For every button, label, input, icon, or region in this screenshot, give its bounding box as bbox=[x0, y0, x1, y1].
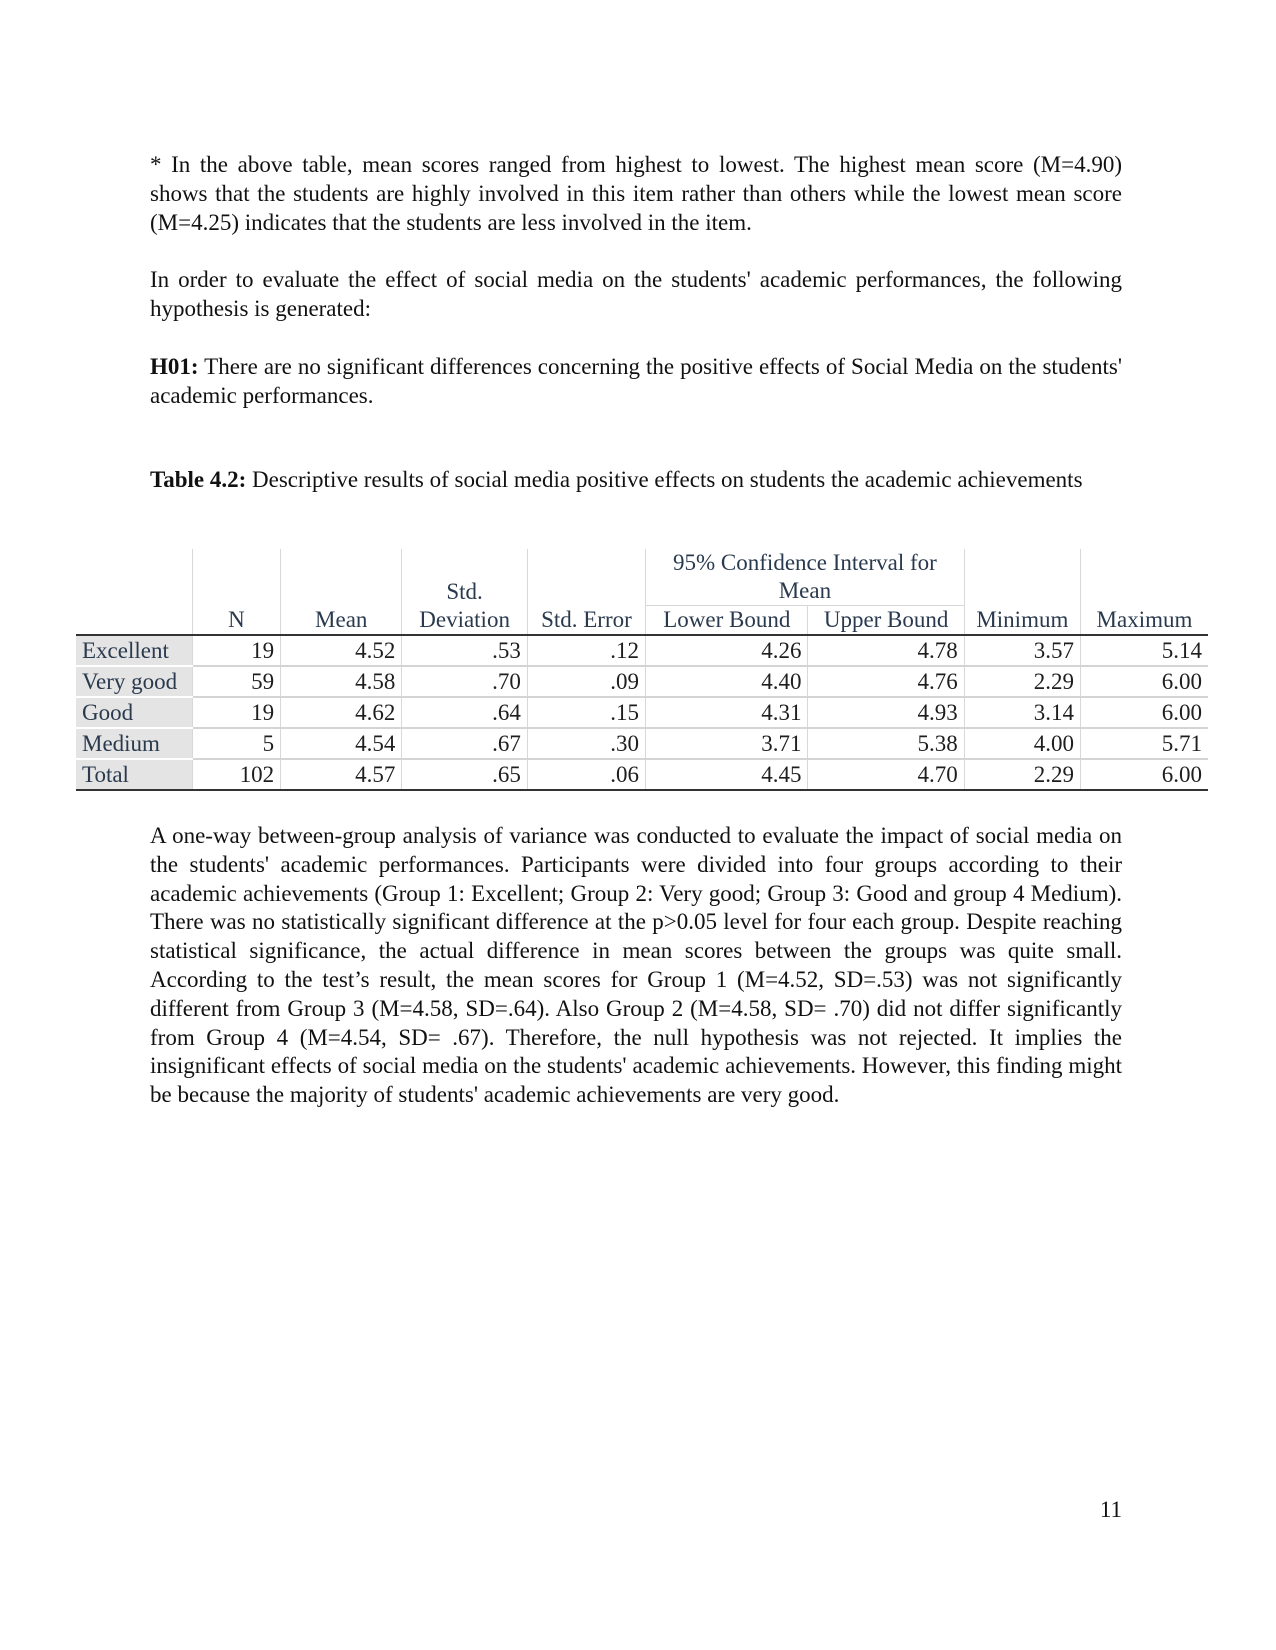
cell-sd: .67 bbox=[402, 728, 527, 759]
row-label: Medium bbox=[76, 728, 192, 759]
header-n-top bbox=[192, 549, 280, 606]
cell-se: .09 bbox=[527, 666, 645, 697]
cell-se: .15 bbox=[527, 697, 645, 728]
cell-sd: .53 bbox=[402, 635, 527, 666]
cell-lower: 4.45 bbox=[646, 759, 808, 790]
page-number: 11 bbox=[1099, 1497, 1122, 1522]
header-upper-bound: Upper Bound bbox=[808, 606, 964, 636]
hypothesis-label: H01: bbox=[150, 354, 199, 379]
header-minimum-top bbox=[964, 549, 1080, 606]
table-row bbox=[76, 697, 1208, 728]
table-row bbox=[76, 759, 1208, 790]
cell-se: .06 bbox=[527, 759, 645, 790]
table-caption-label: Table 4.2: bbox=[150, 467, 247, 492]
cell-sd: .70 bbox=[402, 666, 527, 697]
cell-mean: 4.57 bbox=[281, 759, 402, 790]
table-header-row bbox=[76, 606, 1208, 636]
cell-min: 3.57 bbox=[964, 635, 1080, 666]
cell-max: 5.14 bbox=[1080, 635, 1208, 666]
cell-upper: 4.93 bbox=[808, 697, 964, 728]
cell-lower: 4.40 bbox=[646, 666, 808, 697]
paragraph-hypothesis bbox=[150, 352, 1122, 410]
hypothesis-text: There are no significant differences concerning the positive effects of Social Media on the students' academic performances. bbox=[150, 354, 1122, 408]
header-std-error: Std. Error bbox=[527, 606, 645, 636]
cell-se: .30 bbox=[527, 728, 645, 759]
header-maximum: Maximum bbox=[1080, 606, 1208, 636]
row-label: Total bbox=[76, 759, 192, 790]
cell-lower: 3.71 bbox=[646, 728, 808, 759]
header-mean: Mean bbox=[281, 606, 402, 636]
header-std-deviation-line1: Std. bbox=[402, 549, 527, 606]
cell-upper: 4.78 bbox=[808, 635, 964, 666]
cell-lower: 4.26 bbox=[646, 635, 808, 666]
paragraph-mean-scores: * In the above table, mean scores ranged from highest to lowest. The highest mean score (M=4.90) shows that the students are highly involved in this item rather than others while the lowest mean score (M=4.25) indicates that the students are less involved in the item. bbox=[150, 152, 1122, 235]
header-corner bbox=[76, 549, 192, 606]
cell-mean: 4.58 bbox=[281, 666, 402, 697]
cell-lower: 4.31 bbox=[646, 697, 808, 728]
cell-min: 4.00 bbox=[964, 728, 1080, 759]
cell-min: 2.29 bbox=[964, 759, 1080, 790]
cell-min: 2.29 bbox=[964, 666, 1080, 697]
header-lower-bound: Lower Bound bbox=[646, 606, 808, 636]
table-row bbox=[76, 728, 1208, 759]
descriptive-results-table bbox=[76, 549, 1208, 791]
table-caption-text: Descriptive results of social media positive effects on students the academic achievements bbox=[246, 467, 1083, 492]
cell-se: .12 bbox=[527, 635, 645, 666]
cell-upper: 4.76 bbox=[808, 666, 964, 697]
table-row bbox=[76, 666, 1208, 697]
cell-max: 5.71 bbox=[1080, 728, 1208, 759]
row-label: Good bbox=[76, 697, 192, 728]
cell-min: 3.14 bbox=[964, 697, 1080, 728]
cell-sd: .65 bbox=[402, 759, 527, 790]
header-n: N bbox=[192, 606, 280, 636]
cell-mean: 4.62 bbox=[281, 697, 402, 728]
cell-n: 5 bbox=[192, 728, 280, 759]
header-ci-line2: Mean bbox=[778, 578, 832, 603]
cell-max: 6.00 bbox=[1080, 666, 1208, 697]
cell-max: 6.00 bbox=[1080, 759, 1208, 790]
cell-sd: .64 bbox=[402, 697, 527, 728]
cell-n: 19 bbox=[192, 635, 280, 666]
row-label: Excellent bbox=[76, 635, 192, 666]
header-maximum-top bbox=[1080, 549, 1208, 606]
header-confidence-interval bbox=[646, 549, 965, 606]
cell-n: 102 bbox=[192, 759, 280, 790]
header-mean-top bbox=[281, 549, 402, 606]
header-std-error-top bbox=[527, 549, 645, 606]
header-minimum: Minimum bbox=[964, 606, 1080, 636]
header-std-deviation-line2: Deviation bbox=[402, 606, 527, 636]
cell-max: 6.00 bbox=[1080, 697, 1208, 728]
cell-upper: 4.70 bbox=[808, 759, 964, 790]
cell-mean: 4.54 bbox=[281, 728, 402, 759]
cell-mean: 4.52 bbox=[281, 635, 402, 666]
table-caption bbox=[150, 466, 1122, 493]
table-header-row-top bbox=[76, 549, 1208, 606]
cell-n: 59 bbox=[192, 666, 280, 697]
table-row bbox=[76, 635, 1208, 666]
row-label: Very good bbox=[76, 666, 192, 697]
header-group bbox=[76, 606, 192, 636]
cell-n: 19 bbox=[192, 697, 280, 728]
paragraph-hypothesis-intro: In order to evaluate the effect of social media on the students' academic performances, the following hypothesis is generated: bbox=[150, 267, 1122, 321]
header-ci-line1: 95% Confidence Interval for bbox=[673, 550, 937, 575]
paragraph-anova-results: A one-way between-group analysis of variance was conducted to evaluate the impact of social media on the students' academic performances. Participants were divided into four groups according to their academic achievements (Group 1: Excellent; Group 2: Very good; Group 3: Good and group 4 Medium). There was no statistically significant difference at the p>0.05 level for four each group. Despite reaching statistical significance, the actual difference in mean scores between the groups was quite small. According to the test’s result, the mean scores for Group 1 (M=4.52, SD=.53) was not significantly different from Group 3 (M=4.58, SD=.64). Also Group 2 (M=4.58, SD= .70) did not differ significantly from Group 4 (M=4.54, SD= .67). Therefore, the null hypothesis was not rejected. It implies the insignificant effects of social media on the students' academic achievements. However, this finding might be because the majority of students' academic achievements are very good. bbox=[150, 823, 1122, 1108]
cell-upper: 5.38 bbox=[808, 728, 964, 759]
